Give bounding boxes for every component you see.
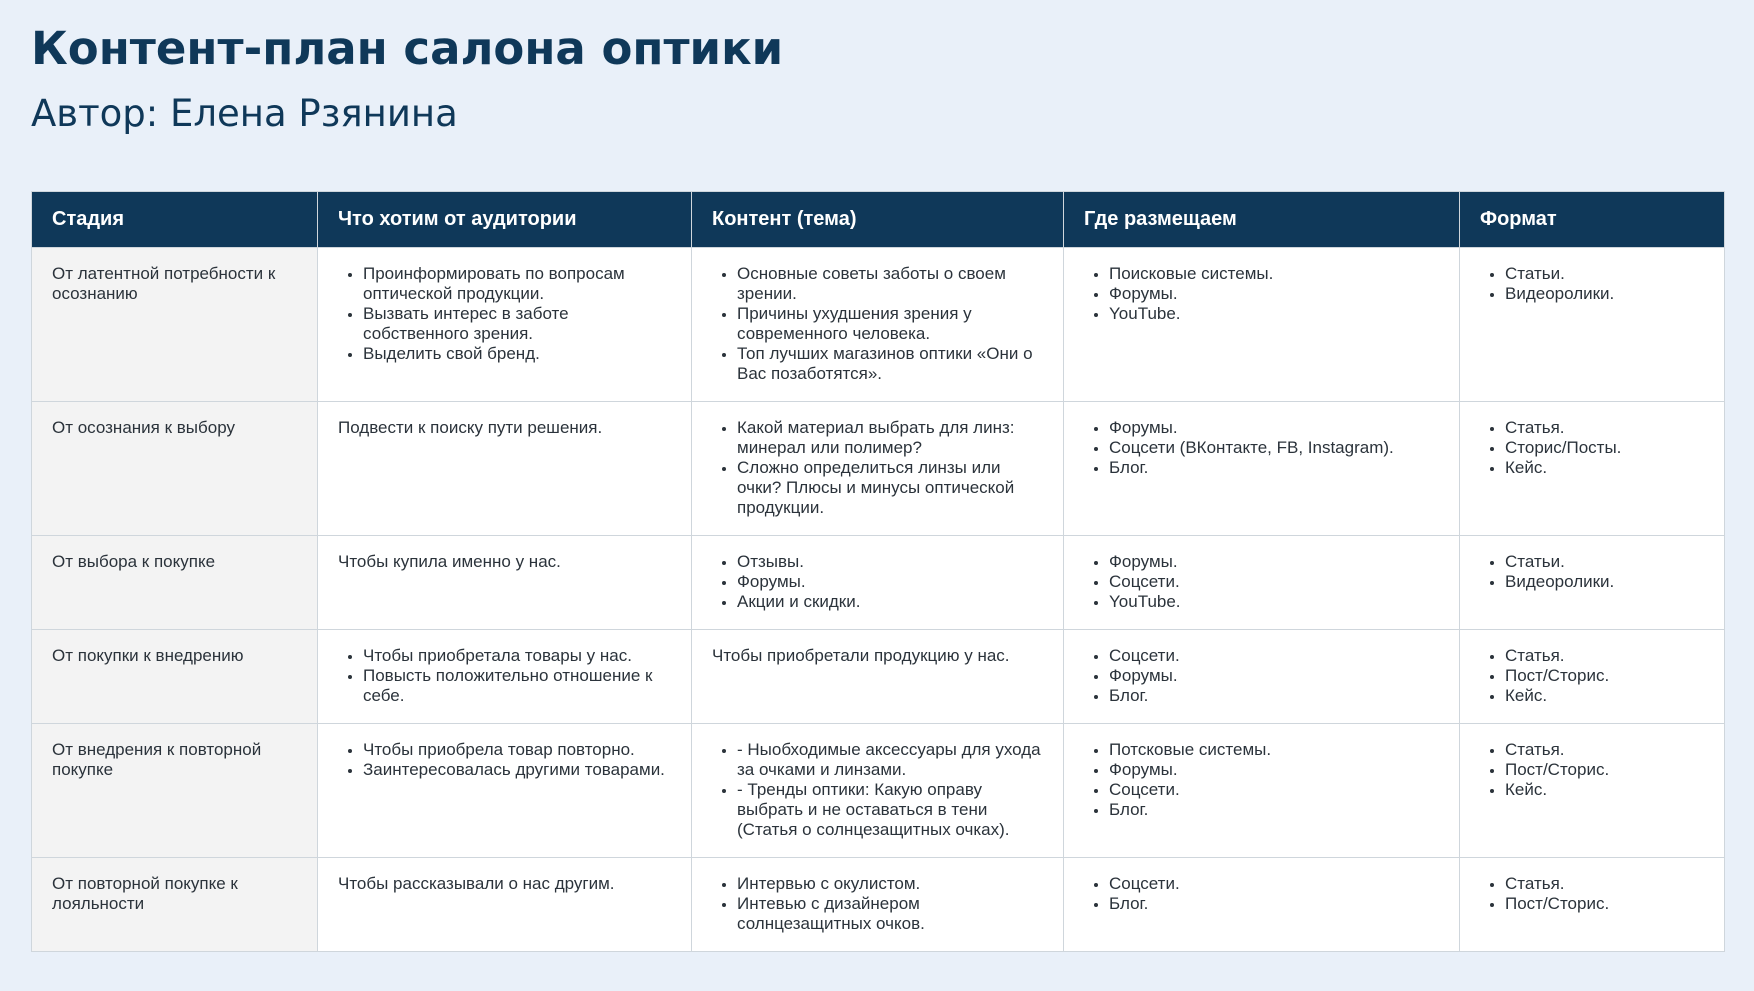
- cell-goal: [318, 858, 692, 952]
- list-item: • Форумы.: [1109, 418, 1439, 438]
- goal-text: Подвести к поиску пути решения.: [338, 418, 603, 437]
- list-item: • Интервью с окулистом.: [737, 874, 1043, 894]
- cell-stage: [32, 248, 318, 402]
- list-item: • Топ лучших магазинов оптики «Они о Вас позаботятся».: [737, 344, 1043, 384]
- stage-text: От повторной покупке к лояльности: [52, 874, 238, 913]
- cell-where: [1064, 858, 1460, 952]
- list-item: • Вызвать интерес в заботе собственного зрения.: [363, 304, 671, 344]
- list-item: • YouTube.: [1109, 592, 1439, 612]
- stage-text: От внедрения к повторной покупке: [52, 740, 262, 779]
- cell-format: [1460, 402, 1725, 536]
- list-item: • - Ныобходимые аксессуары для ухода за очками и линзами.: [737, 740, 1043, 780]
- cell-goal: [318, 248, 692, 402]
- cell-stage: [32, 402, 318, 536]
- cell-content: [692, 402, 1064, 536]
- list-item: • Статья.: [1505, 740, 1704, 760]
- cell-where: [1064, 248, 1460, 402]
- stage-text: От выбора к покупке: [52, 552, 216, 571]
- cell-goal: [318, 536, 692, 630]
- header-row: [32, 192, 1725, 248]
- content-list: [712, 264, 1043, 384]
- content-list: [712, 874, 1043, 934]
- where-list: [1084, 418, 1439, 478]
- list-item: • Отзывы.: [737, 552, 1043, 572]
- column-header-format: Формат: [1460, 192, 1725, 248]
- list-item: • Форумы.: [1109, 552, 1439, 572]
- page-subtitle: Автор: Елена Рзянина: [31, 92, 458, 135]
- column-header-content: Контент (тема): [692, 192, 1064, 248]
- table-row: [32, 724, 1725, 858]
- list-item: • Проинформировать по вопросам оптической продукции.: [363, 264, 671, 304]
- list-item: • Акции и скидки.: [737, 592, 1043, 612]
- cell-where: [1064, 536, 1460, 630]
- list-item: • Статьи.: [1505, 552, 1704, 572]
- goal-list: [338, 740, 671, 780]
- format-list: [1480, 418, 1704, 478]
- cell-stage: [32, 536, 318, 630]
- goal-text: Чтобы купила именно у нас.: [338, 552, 561, 571]
- list-item: • - Тренды оптики: Какую оправу выбрать и не оставаться в тени (Статья о солнцезащитных очках).: [737, 780, 1043, 840]
- cell-where: [1064, 724, 1460, 858]
- format-list: [1480, 264, 1704, 304]
- cell-stage: [32, 724, 318, 858]
- content-list: [712, 418, 1043, 518]
- cell-where: [1064, 402, 1460, 536]
- cell-stage: [32, 858, 318, 952]
- content-text: Чтобы приобретали продукцию у нас.: [712, 646, 1010, 665]
- where-list: [1084, 740, 1439, 820]
- list-item: • Кейс.: [1505, 458, 1704, 478]
- stage-text: От покупки к внедрению: [52, 646, 244, 665]
- list-item: • Форумы.: [737, 572, 1043, 592]
- table-row: [32, 248, 1725, 402]
- format-list: [1480, 740, 1704, 800]
- stage-text: От латентной потребности к осознанию: [52, 264, 276, 303]
- cell-goal: [318, 402, 692, 536]
- cell-goal: [318, 724, 692, 858]
- format-list: [1480, 646, 1704, 706]
- list-item: • Соцсети.: [1109, 780, 1439, 800]
- list-item: • Кейс.: [1505, 780, 1704, 800]
- list-item: • Потсковые системы.: [1109, 740, 1439, 760]
- list-item: • Соцсети.: [1109, 874, 1439, 894]
- goal-list: [338, 264, 671, 364]
- content-plan-table: [31, 191, 1725, 952]
- cell-format: [1460, 858, 1725, 952]
- list-item: • Блог.: [1109, 894, 1439, 914]
- list-item: • Статьи.: [1505, 264, 1704, 284]
- list-item: • Статья.: [1505, 418, 1704, 438]
- list-item: • Блог.: [1109, 686, 1439, 706]
- content-list: [712, 740, 1043, 840]
- list-item: • Интевью с дизайнером солнцезащитных очков.: [737, 894, 1043, 934]
- list-item: • Чтобы приобретала товары у нас.: [363, 646, 671, 666]
- format-list: [1480, 552, 1704, 592]
- list-item: • Чтобы приобрела товар повторно.: [363, 740, 671, 760]
- list-item: • Соцсети.: [1109, 572, 1439, 592]
- cell-content: [692, 858, 1064, 952]
- stage-text: От осознания к выбору: [52, 418, 235, 437]
- list-item: • Основные советы заботы о своем зрении.: [737, 264, 1043, 304]
- where-list: [1084, 874, 1439, 914]
- list-item: • Форумы.: [1109, 284, 1439, 304]
- list-item: • Поисковые системы.: [1109, 264, 1439, 284]
- list-item: • Блог.: [1109, 800, 1439, 820]
- table-row: [32, 402, 1725, 536]
- column-header-stage: Стадия: [32, 192, 318, 248]
- content-list: [712, 552, 1043, 612]
- list-item: • Соцсети (ВКонтакте, FB, Instagram).: [1109, 438, 1439, 458]
- cell-content: [692, 724, 1064, 858]
- cell-format: [1460, 724, 1725, 858]
- cell-stage: [32, 630, 318, 724]
- list-item: • Соцсети.: [1109, 646, 1439, 666]
- where-list: [1084, 646, 1439, 706]
- list-item: • Блог.: [1109, 458, 1439, 478]
- cell-format: [1460, 248, 1725, 402]
- list-item: • Статья.: [1505, 646, 1704, 666]
- table-row: [32, 536, 1725, 630]
- where-list: [1084, 264, 1439, 324]
- page-title: Контент-план салона оптики: [31, 22, 784, 75]
- list-item: • Видеоролики.: [1505, 572, 1704, 592]
- list-item: • Пост/Сторис.: [1505, 760, 1704, 780]
- cell-content: [692, 536, 1064, 630]
- format-list: [1480, 874, 1704, 914]
- list-item: • Видеоролики.: [1505, 284, 1704, 304]
- table-header: [32, 192, 1725, 248]
- list-item: • Сторис/Посты.: [1505, 438, 1704, 458]
- where-list: [1084, 552, 1439, 612]
- table-row: [32, 858, 1725, 952]
- table-body: [32, 248, 1725, 952]
- list-item: • Какой материал выбрать для линз: минерал или полимер?: [737, 418, 1043, 458]
- list-item: • Сложно определиться линзы или очки? Плюсы и минусы оптической продукции.: [737, 458, 1043, 518]
- list-item: • Заинтересовалась другими товарами.: [363, 760, 671, 780]
- list-item: • Повысть положительно отношение к себе.: [363, 666, 671, 706]
- goal-list: [338, 646, 671, 706]
- list-item: • Причины ухудшения зрения у современного человека.: [737, 304, 1043, 344]
- list-item: • Выделить свой бренд.: [363, 344, 671, 364]
- list-item: • Кейс.: [1505, 686, 1704, 706]
- cell-content: [692, 630, 1064, 724]
- column-header-goal: Что хотим от аудитории: [318, 192, 692, 248]
- cell-format: [1460, 630, 1725, 724]
- column-header-where: Где размещаем: [1064, 192, 1460, 248]
- list-item: • Пост/Сторис.: [1505, 666, 1704, 686]
- cell-where: [1064, 630, 1460, 724]
- list-item: • Форумы.: [1109, 760, 1439, 780]
- list-item: • Форумы.: [1109, 666, 1439, 686]
- goal-text: Чтобы рассказывали о нас другим.: [338, 874, 615, 893]
- list-item: • YouTube.: [1109, 304, 1439, 324]
- table-row: [32, 630, 1725, 724]
- cell-format: [1460, 536, 1725, 630]
- cell-content: [692, 248, 1064, 402]
- cell-goal: [318, 630, 692, 724]
- list-item: • Пост/Сторис.: [1505, 894, 1704, 914]
- list-item: • Статья.: [1505, 874, 1704, 894]
